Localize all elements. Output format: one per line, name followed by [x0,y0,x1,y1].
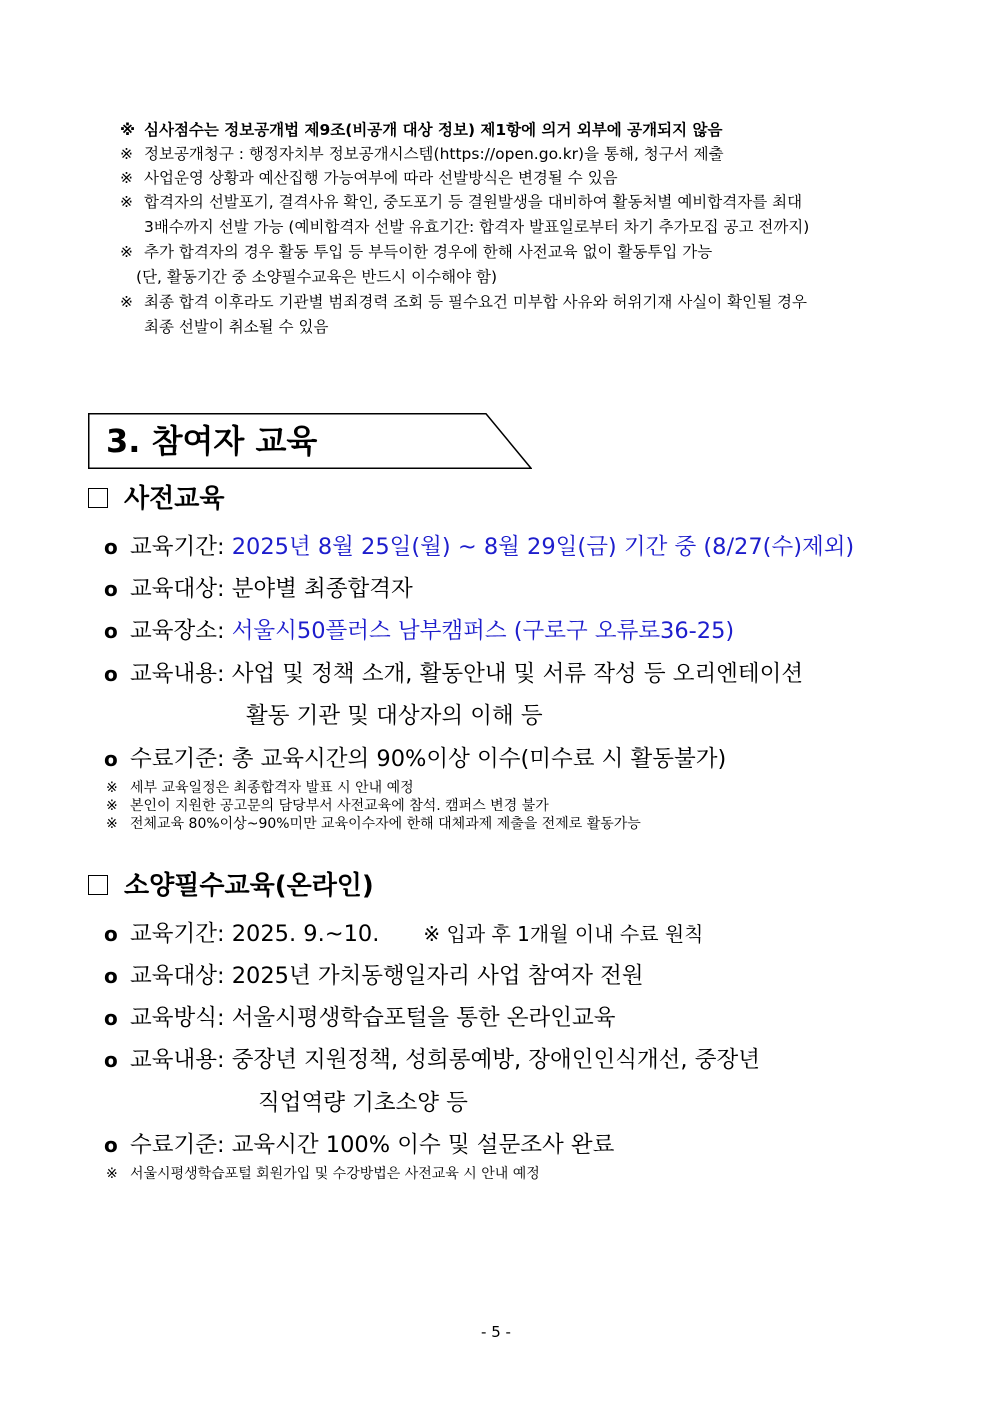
required-education-heading: 소양필수교육(온라인) [88,869,374,903]
pre-edu-period: o 교육기간: 2025년 8월 25일(월) ~ 8월 29일(금) 기간 중 (8/27(수)제외) [104,534,855,560]
req-edu-content-cont: 직업역량 기초소양 등 [258,1090,468,1116]
req-edu-period: o 교육기간: 2025. 9.~10. ※ 입과 후 1개월 이내 수료 원칙 [104,921,704,947]
note-additional-pass: ※ 추가 합격자의 경우 활동 투입 등 부득이한 경우에 한해 사전교육 없이 활동투입 가능 [120,243,713,261]
req-edu-target: o 교육대상: 2025년 가치동행일자리 사업 참여자 전원 [104,963,644,989]
checkbox-square-icon [88,488,108,508]
pre-edu-completion: o 수료기준: 총 교육시간의 90%이상 이수(미수료 시 활동불가) [104,746,727,772]
req-edu-method: o 교육방식: 서울시평생학습포털을 통한 온라인교육 [104,1005,616,1031]
req-edu-completion: o 수료기준: 교육시간 100% 이수 및 설문조사 완료 [104,1132,615,1158]
pre-edu-note-schedule: ※ 세부 교육일정은 최종합격자 발표 시 안내 예정 [106,780,414,796]
note-reserve-candidates: ※ 합격자의 선발포기, 결격사유 확인, 중도포기 등 결원발생을 대비하여 활동처별 예비합격자를 최대 [120,193,803,211]
pre-edu-location: o 교육장소: 서울시50플러스 남부캠퍼스 (구로구 오류로36-25) [104,618,735,644]
pre-edu-content: o 교육내용: 사업 및 정책 소개, 활동안내 및 서류 작성 등 오리엔테이션 [104,661,804,687]
pre-edu-note-campus: ※ 본인이 지원한 공고문의 담당부서 사전교육에 참석. 캠퍼스 변경 불가 [106,798,549,814]
pre-edu-target: o 교육대상: 분야별 최종합격자 [104,576,413,602]
section-title: 3. 참여자 교육 [106,422,318,460]
note-reserve-candidates-cont: 3배수까지 선발 가능 (예비합격자 선발 유효기간: 합격자 발표일로부터 차기 추가모집 공고 전까지) [144,218,810,236]
req-edu-content: o 교육내용: 중장년 지원정책, 성희롱예방, 장애인인식개선, 중장년 [104,1047,760,1073]
pre-education-heading: 사전교육 [88,482,224,516]
pre-edu-content-cont: 활동 기관 및 대상자의 이해 등 [246,703,543,729]
note-cancellation-cont: 최종 선발이 취소될 수 있음 [144,318,329,336]
note-disclosure-request: ※ 정보공개청구 : 행정자치부 정보공개시스템(https://open.go.kr)을 통해, 청구서 제출 [120,145,724,163]
checkbox-square-icon [88,875,108,895]
note-selection-change: ※ 사업운영 상황과 예산집행 가능여부에 따라 선발방식은 변경될 수 있음 [120,169,618,187]
note-nondisclosure: ※ 심사점수는 정보공개법 제9조(비공개 대상 정보) 제1항에 의거 외부에 공개되지 않음 [120,121,723,139]
req-edu-note-portal: ※ 서울시평생학습포털 회원가입 및 수강방법은 사전교육 시 안내 예정 [106,1166,540,1182]
note-additional-pass-cont: (단, 활동기간 중 소양필수교육은 반드시 이수해야 함) [136,268,498,286]
note-cancellation: ※ 최종 합격 이후라도 기관별 범죄경력 조회 등 필수요건 미부합 사유와 허위기재 사실이 확인될 경우 [120,293,807,311]
page-number: - 5 - [481,1323,511,1341]
pre-edu-note-alternative: ※ 전체교육 80%이상~90%미만 교육이수자에 한해 대체과제 제출을 전제로 활동가능 [106,816,641,832]
